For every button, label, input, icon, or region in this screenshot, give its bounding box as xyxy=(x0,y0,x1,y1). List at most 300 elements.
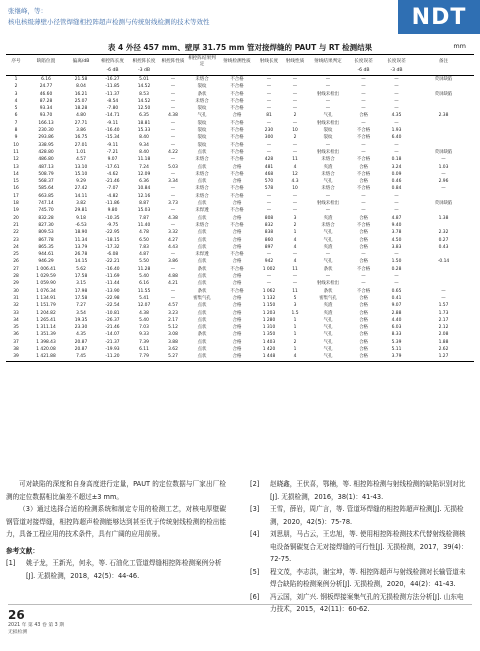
table-cell: 2.32 xyxy=(438,230,449,236)
table-cell: 6.16 xyxy=(41,77,51,82)
table-cell: 946.29 xyxy=(38,259,54,265)
table-cell: -16.40 xyxy=(105,266,120,272)
table-cell: 4.87 xyxy=(139,252,149,258)
table-cell: 29.81 xyxy=(74,208,88,214)
table-cell: 3 xyxy=(293,215,297,221)
table-cell: — xyxy=(170,266,176,272)
reference-number: [3] xyxy=(250,505,260,513)
table-cell: — xyxy=(292,274,298,280)
table-cell: 3.83 xyxy=(391,244,402,250)
table-cell: 密集气孔 xyxy=(319,295,337,301)
table-cell: 未熔合 xyxy=(195,98,209,104)
table-cell: -22.98 xyxy=(105,295,120,301)
table-cell: 33 xyxy=(13,310,19,316)
table-cell: 2.62 xyxy=(438,346,449,352)
table-cell: 不合格 xyxy=(230,98,244,104)
table-cell: 合格 xyxy=(359,164,368,170)
table-header-subcell xyxy=(187,68,217,76)
table-cell: — xyxy=(394,274,399,280)
table-cell: 508.79 xyxy=(38,171,54,177)
table-cell: 3.86 xyxy=(76,128,86,134)
table-header-cell: 射线结果判定 xyxy=(309,55,347,69)
table-cell: 5.40 xyxy=(139,274,149,280)
table-cell: 17 xyxy=(13,193,19,199)
table-cell: — xyxy=(170,142,176,148)
table-cell: 1 xyxy=(293,346,297,352)
table-cell: 合格 xyxy=(359,332,368,338)
table-cell: 合格 xyxy=(347,353,380,361)
table-cell: 487.13 xyxy=(38,164,54,170)
table-cell: -16.27 xyxy=(105,77,120,82)
table-cell: 39 xyxy=(6,353,26,361)
table-cell: 0.18 xyxy=(391,157,402,163)
table-cell: — xyxy=(325,193,331,199)
table-cell: 裂纹 xyxy=(323,135,333,141)
table-cell: 夹渣 xyxy=(323,244,333,250)
reference-number: [5] xyxy=(250,567,260,576)
table-cell: 裂纹 xyxy=(197,128,207,134)
table-row xyxy=(6,346,474,353)
table-row xyxy=(6,171,474,178)
page-header xyxy=(0,0,480,34)
table-cell: 合格 xyxy=(359,303,368,309)
table-cell: 1 310 xyxy=(262,325,276,331)
table-cell: 2 xyxy=(293,339,297,345)
table-cell: 838 xyxy=(264,230,274,236)
table-cell: 23 xyxy=(13,237,19,243)
table-cell: — xyxy=(394,98,399,104)
table-cell: 7.79 xyxy=(129,353,159,361)
table-header-subcell xyxy=(281,68,309,76)
table-cell: 合格 xyxy=(232,339,242,345)
table-cell: 5.01 xyxy=(139,77,149,82)
table-cell: 21.58 xyxy=(74,77,88,82)
table-cell: 4 xyxy=(293,164,297,170)
table-cell: 12 xyxy=(13,157,19,163)
table-cell: — xyxy=(170,135,176,141)
table-row xyxy=(6,83,474,90)
reference-text: 程文茂，李志洪，谢宝坤，等. 相控阵超声与射线检测对长输管道未焊合缺陷的检测案例分析[J]. 无损检测，2020，44(2)：41-43. xyxy=(270,567,466,588)
table-cell: 射线未检出 xyxy=(317,91,339,97)
table-cell: -13.90 xyxy=(105,288,120,294)
table-cell: 合格 xyxy=(232,274,242,280)
results-table-container xyxy=(6,54,474,362)
table-cell: 1 350 xyxy=(262,332,276,338)
footer-rule xyxy=(8,604,472,605)
table-cell: 1 xyxy=(293,230,297,236)
table-cell: — xyxy=(441,295,446,301)
table-cell: — xyxy=(266,193,272,199)
table-cell: 27 xyxy=(13,266,19,272)
reference-text: 王雪，薛岩，周广言，等. 管道环焊缝的相控阵超声检测[J]. 无损检测，2020，42(5)：75-78. xyxy=(270,505,464,526)
table-cell: 不合格 xyxy=(230,252,244,258)
table-cell: 16 xyxy=(13,186,19,192)
table-cell: 428.80 xyxy=(38,149,54,155)
reference-text: 赵晓鑫，王伏喜，鄂楠，等. 相控阵检测与射线检测的缺陷识别对比[J]. 无损检测，2016，38(1)：41-43. xyxy=(270,480,466,501)
table-cell: 1 132 xyxy=(262,295,276,301)
table-cell: 14.52 xyxy=(137,84,151,90)
table-cell: 未熔合 xyxy=(195,157,209,163)
table-cell: — xyxy=(361,208,366,214)
table-row xyxy=(6,215,474,222)
table-cell: 不合格 xyxy=(230,128,244,134)
table-cell: — xyxy=(170,193,176,199)
table-cell: 7.87 xyxy=(139,215,149,221)
table-cell: 663.85 xyxy=(38,193,54,199)
table-cell: 0.41 xyxy=(391,295,402,301)
table-body xyxy=(6,76,474,362)
table-cell: 28 xyxy=(13,274,19,280)
table-cell: — xyxy=(266,77,272,82)
table-header-subcell: -3 dB xyxy=(380,68,413,76)
table-row xyxy=(6,149,474,156)
table-cell: -18.15 xyxy=(105,237,120,243)
table-cell: — xyxy=(361,281,366,287)
table-cell: 合格 xyxy=(359,113,368,119)
results-table xyxy=(6,54,474,362)
table-cell xyxy=(413,134,474,141)
table-cell: — xyxy=(266,142,272,148)
table-cell: 12.50 xyxy=(137,106,151,112)
table-cell: 3.34 xyxy=(168,179,178,185)
table-cell: — xyxy=(170,288,176,294)
table-cell: 7.27 xyxy=(76,303,86,309)
table-cell: 36 xyxy=(13,332,19,338)
table-cell: 14.11 xyxy=(74,193,88,199)
table-cell: 条状 xyxy=(197,266,207,272)
table-cell: 81 xyxy=(266,113,272,119)
table-cell: 1.5 xyxy=(291,310,299,316)
table-cell: 1 xyxy=(293,332,297,338)
reference-item xyxy=(250,478,470,503)
table-cell: -16.40 xyxy=(105,128,120,134)
table-cell: 夹渣 xyxy=(323,303,333,309)
table-cell: 4.87 xyxy=(391,215,402,221)
table-cell: 气孔 xyxy=(323,179,333,185)
reference-item xyxy=(6,557,226,582)
table-cell: 不合格 xyxy=(230,84,244,90)
table-cell: 4.78 xyxy=(139,230,149,236)
table-cell: 8.40 xyxy=(139,149,149,155)
table-cell: 合格 xyxy=(232,164,242,170)
table-cell: 合格 xyxy=(232,317,242,323)
table-cell: 3.24 xyxy=(391,164,402,170)
table-cell: — xyxy=(441,157,446,163)
table-cell: 3.54 xyxy=(76,310,86,316)
table-cell: 8.33 xyxy=(391,332,402,338)
table-cell: 不合格 xyxy=(230,106,244,112)
table-cell: -4.82 xyxy=(106,193,119,199)
table-cell: 2.38 xyxy=(438,113,449,119)
table-cell: 合格 xyxy=(232,259,242,265)
table-cell: 13.10 xyxy=(74,164,88,170)
table-cell xyxy=(413,273,474,280)
table-cell: 合格 xyxy=(232,244,242,250)
table-cell: — xyxy=(292,77,298,82)
table-cell: 4.38 xyxy=(139,310,149,316)
table-cell xyxy=(413,142,474,149)
table-cell: 6.03 xyxy=(391,325,402,331)
table-cell: 4.38 xyxy=(168,113,178,119)
table-cell: 1 059.90 xyxy=(36,281,56,287)
table-cell: 3.23 xyxy=(168,310,178,316)
table-cell: — xyxy=(361,142,366,148)
table-cell: — xyxy=(325,252,331,258)
table-cell: 37 xyxy=(13,339,19,345)
table-cell: 未熔合 xyxy=(321,222,335,228)
table-cell: — xyxy=(170,120,176,126)
table-cell: 897 xyxy=(264,244,274,250)
table-row xyxy=(6,229,474,236)
table-cell: 点状 xyxy=(197,346,207,352)
table-cell: 11.40 xyxy=(137,222,151,228)
table-cell: 4 xyxy=(293,259,297,265)
table-cell: 230 xyxy=(264,128,274,134)
table-cell: 1 076.34 xyxy=(36,288,56,294)
table-cell: 3 xyxy=(14,91,18,97)
table-cell: — xyxy=(292,106,298,112)
table-cell: 1 203 xyxy=(262,310,276,316)
table-header-cell: 相控阵结果判定 xyxy=(188,56,216,67)
table-cell: 不合格 xyxy=(230,120,244,126)
table-cell: 11.28 xyxy=(137,266,151,272)
table-header-subcell xyxy=(26,68,66,76)
table-cell: -8.54 xyxy=(106,98,119,104)
table-cell: 夹渣 xyxy=(323,164,333,170)
table-header-subcell xyxy=(413,68,474,76)
table-cell: 2 xyxy=(293,222,297,228)
table-cell: 合格 xyxy=(232,332,242,338)
table-cell: 1 398.43 xyxy=(36,339,56,345)
table-cell: 32 xyxy=(13,303,19,309)
table-cell: — xyxy=(266,281,272,287)
table-cell: 不合格 xyxy=(230,222,244,228)
table-cell: 气孔 xyxy=(197,113,207,119)
table-cell: 4.43 xyxy=(168,244,178,250)
table-cell: 合格 xyxy=(232,230,242,236)
table-cell xyxy=(413,251,474,258)
table-row xyxy=(6,112,474,119)
table-cell: — xyxy=(170,98,176,104)
table-header-cell: 相控阵长度 xyxy=(96,55,129,69)
table-row xyxy=(6,200,474,207)
table-cell: 3.73 xyxy=(168,201,178,207)
reference-item xyxy=(250,528,470,566)
table-cell: 4 xyxy=(281,353,309,361)
table-cell: 4.21 xyxy=(168,281,178,287)
table-cell: 未熔合 xyxy=(195,222,209,228)
table-cell: 合格 xyxy=(232,303,242,309)
table-header-cell: 长度误差 xyxy=(380,55,413,69)
table-cell: 827.30 xyxy=(38,222,54,228)
table-cell: 9.07 xyxy=(107,157,118,163)
table-cell: 不合格 xyxy=(230,288,244,294)
table-cell xyxy=(413,83,474,90)
table-cell: 865.35 xyxy=(38,244,54,250)
table-cell: 5 xyxy=(293,295,297,301)
table-cell: — xyxy=(292,91,298,97)
running-head-title: 核电核级薄壁小径管焊缝相控阵超声检测与传统射线检测的技术等效性 xyxy=(8,18,210,26)
table-cell: 荧屏缺陷 xyxy=(434,77,453,82)
table-cell: 1 151.79 xyxy=(36,303,56,309)
table-cell: 合格 xyxy=(359,179,368,185)
table-cell: 20.87 xyxy=(74,346,88,352)
table-cell: 气孔 xyxy=(323,346,333,352)
table-header-subcell xyxy=(159,68,187,76)
table-cell: 4.80 xyxy=(76,113,86,119)
table-cell: 8.53 xyxy=(139,91,149,97)
table-cell: 未焊透 xyxy=(195,252,209,258)
table-header-cell: 备注 xyxy=(413,55,474,69)
table-cell: 点状 xyxy=(197,244,207,250)
table-cell: 合格 xyxy=(232,215,242,221)
table-row xyxy=(6,302,474,309)
table-cell: 568.37 xyxy=(38,179,54,185)
table-cell: 338.95 xyxy=(38,142,54,148)
table-cell: 裂纹 xyxy=(197,106,207,112)
table-cell: 4.38 xyxy=(168,215,178,221)
table-cell: 3.82 xyxy=(76,201,86,207)
table-cell: — xyxy=(292,98,298,104)
table-cell: 3.32 xyxy=(168,230,178,236)
table-cell: 不合格 xyxy=(230,142,244,148)
table-header-subcell xyxy=(6,68,26,76)
table-cell: 1 150 xyxy=(262,303,276,309)
table-cell: 合格 xyxy=(232,201,242,207)
table-cell: 16.75 xyxy=(74,135,88,141)
table-cell: — xyxy=(170,128,176,134)
table-cell: 4.57 xyxy=(76,157,86,163)
table-cell: 未熔合 xyxy=(321,186,335,192)
table-cell: 11 xyxy=(13,149,19,155)
table-cell: 不合格 xyxy=(356,157,371,163)
table-cell: 5.03 xyxy=(168,164,178,170)
table-cell: — xyxy=(325,106,331,112)
table-header-subcell xyxy=(66,68,96,76)
table-cell: 16.21 xyxy=(74,91,88,97)
table-cell: — xyxy=(361,98,366,104)
table-cell: 15.03 xyxy=(137,208,151,214)
table-cell: 18.28 xyxy=(74,106,88,112)
table-cell: 点状 xyxy=(197,230,207,236)
table-cell: — xyxy=(361,91,366,97)
table-cell: 不合格 xyxy=(356,171,371,177)
table-cell: 裂纹 xyxy=(323,128,333,134)
table-cell: 747.14 xyxy=(38,201,54,207)
table-cell: 9.07 xyxy=(391,303,402,309)
table-cell: 合格 xyxy=(232,346,242,352)
table-cell: 不合格 xyxy=(356,288,371,294)
table-cell: 合格 xyxy=(359,259,368,265)
table-cell: 不合格 xyxy=(356,222,371,228)
table-header-subcell: -6 dB xyxy=(347,68,380,76)
table-cell: 7.24 xyxy=(139,164,149,170)
table-row xyxy=(6,91,474,98)
table-cell: 31 xyxy=(13,295,19,301)
table-cell: 9 xyxy=(14,135,18,141)
table-cell: -19.93 xyxy=(105,346,120,352)
table-cell: 10 xyxy=(13,142,19,148)
table-cell: 3.86 xyxy=(168,259,178,265)
table-cell: 1 351.39 xyxy=(36,332,56,338)
table-cell: 未焊透 xyxy=(195,208,209,214)
table-row xyxy=(6,207,474,214)
right-column xyxy=(250,478,470,616)
table-cell: 10.84 xyxy=(137,186,151,192)
table-cell: — xyxy=(266,149,272,155)
table-cell: 1.38 xyxy=(438,215,449,221)
table-cell: 点状 xyxy=(197,164,207,170)
table-cell: — xyxy=(361,120,366,126)
table-row xyxy=(6,185,474,192)
table-cell: 合格 xyxy=(217,353,257,361)
table-cell: 合格 xyxy=(359,215,368,221)
table-cell xyxy=(413,222,474,229)
table-cell: — xyxy=(394,120,399,126)
table-cell: -7.07 xyxy=(106,186,119,192)
table-cell: 17.58 xyxy=(74,295,88,301)
table-header-cell: 长度误差 xyxy=(347,55,380,69)
reference-number: [2] xyxy=(250,480,260,488)
table-cell: 1.93 xyxy=(391,128,402,134)
table-cell: 7.45 xyxy=(66,353,96,361)
table-cell: 4.50 xyxy=(391,237,402,243)
table-header-subcell: -6 dB xyxy=(96,68,129,76)
table-cell: — xyxy=(170,171,176,177)
table-cell: — xyxy=(292,193,298,199)
table-cell xyxy=(413,127,474,134)
table-row xyxy=(6,339,474,346)
table-header-cell: 偏离/dB xyxy=(66,55,96,69)
table-cell xyxy=(413,105,474,112)
table-cell: -11.37 xyxy=(105,91,120,97)
table-cell: — xyxy=(292,281,298,287)
table-cell: 11 xyxy=(292,266,298,272)
table-cell: 点状 xyxy=(197,149,207,155)
table-cell: -26.37 xyxy=(105,317,120,323)
table-cell: -4.62 xyxy=(106,171,119,177)
table-cell: 裂纹 xyxy=(197,135,207,141)
table-cell: 1.57 xyxy=(438,303,449,309)
table-cell: — xyxy=(292,208,298,214)
table-cell: 5.62 xyxy=(76,266,86,272)
table-cell: 8 xyxy=(14,128,18,134)
table-cell: 6.36 xyxy=(139,179,149,185)
table-cell: — xyxy=(441,288,446,294)
table-cell: 2.12 xyxy=(438,325,449,331)
table-cell: — xyxy=(170,208,176,214)
table-cell: 6.11 xyxy=(139,346,149,352)
table-header-cell: 相控阵性质 xyxy=(159,55,187,69)
table-cell: — xyxy=(325,98,331,104)
table-cell: 832.28 xyxy=(38,215,54,221)
table-cell: 1.01 xyxy=(76,149,86,155)
table-cell: 合格 xyxy=(359,339,368,345)
table-header-subcell xyxy=(309,68,347,76)
table-cell: — xyxy=(292,149,298,155)
table-cell: 93.34 xyxy=(39,106,53,112)
table-cell: 15.33 xyxy=(137,128,151,134)
table-header-subcell: -3 dB xyxy=(129,68,159,76)
table-cell: 1.50 xyxy=(391,259,402,265)
table-cell: -11.44 xyxy=(105,281,120,287)
table-cell: 气孔 xyxy=(309,353,347,361)
table-cell: 荧屏缺陷 xyxy=(434,201,453,207)
table-row xyxy=(6,258,474,265)
table-cell: 166.13 xyxy=(38,120,54,126)
table-cell: -10.81 xyxy=(105,310,120,316)
table-cell: 裂纹 xyxy=(197,84,207,90)
